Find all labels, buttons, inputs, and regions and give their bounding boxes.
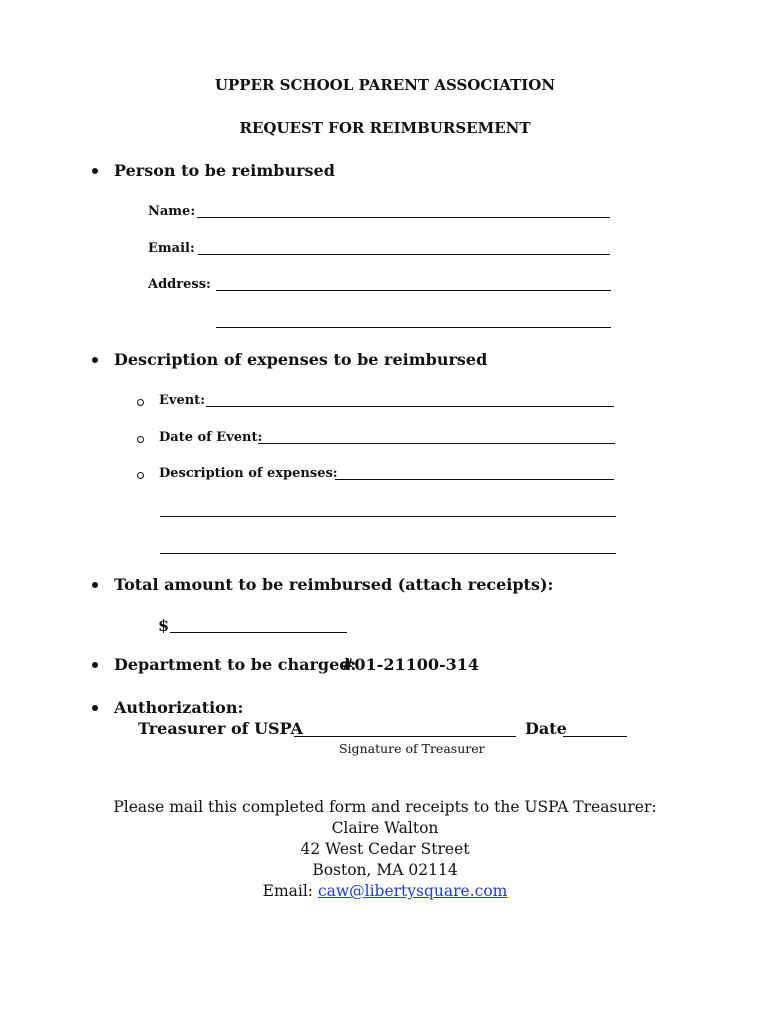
organization-title: UPPER SCHOOL PARENT ASSOCIATION [214,76,556,94]
expense-description-field-2[interactable] [160,516,616,517]
bullet [92,357,98,363]
authorization-heading: Authorization: [114,698,244,717]
sub-bullet [137,472,144,479]
total-heading: Total amount to be reimbursed (attach receipts): [114,575,554,594]
email-field[interactable] [198,254,610,255]
bullet [92,662,98,668]
bullet [92,582,98,588]
sub-bullet [137,399,144,406]
event-date-field[interactable] [258,443,615,444]
name-field[interactable] [197,217,610,218]
treasurer-name: Claire Walton [331,819,439,837]
form-title: REQUEST FOR REIMBURSEMENT [239,119,531,137]
event-date-label: Date of Event: [159,430,263,445]
expense-description-field-1[interactable] [335,479,614,480]
expense-description-field-3[interactable] [160,553,616,554]
email-link[interactable]: caw@libertysquare.com [317,882,508,900]
email-line [0,882,770,900]
event-field[interactable] [206,406,614,407]
city-state-zip: Boston, MA 02114 [312,861,458,879]
bullet [92,705,98,711]
email-label: Email: [148,241,195,256]
address-label: Address: [148,277,211,292]
sub-bullet [137,436,144,443]
expenses-heading: Description of expenses to be reimbursed [114,350,488,369]
department-label: Department to be charged: [114,655,357,674]
date-field[interactable] [563,736,627,737]
address-field-line-1[interactable] [216,290,611,291]
address-field-line-2[interactable] [216,327,611,328]
date-label: Date [525,719,567,738]
signature-caption: Signature of Treasurer [339,741,485,756]
event-label: Event: [159,393,205,408]
name-label: Name: [148,204,196,219]
person-heading: Person to be reimbursed [114,161,335,180]
treasurer-signature-field[interactable] [294,736,516,737]
expense-description-label: Description of expenses: [159,466,338,481]
street-address: 42 West Cedar Street [300,840,470,858]
currency-symbol: $ [158,616,170,635]
bullet [92,168,98,174]
mail-instruction: Please mail this completed form and receipts to the USPA Treasurer: [113,798,657,816]
email-prefix-label: Email: [262,882,314,900]
total-amount-field[interactable] [170,632,347,633]
treasurer-label: Treasurer of USPA [138,719,303,738]
department-code: #01-21100-314 [341,655,480,674]
